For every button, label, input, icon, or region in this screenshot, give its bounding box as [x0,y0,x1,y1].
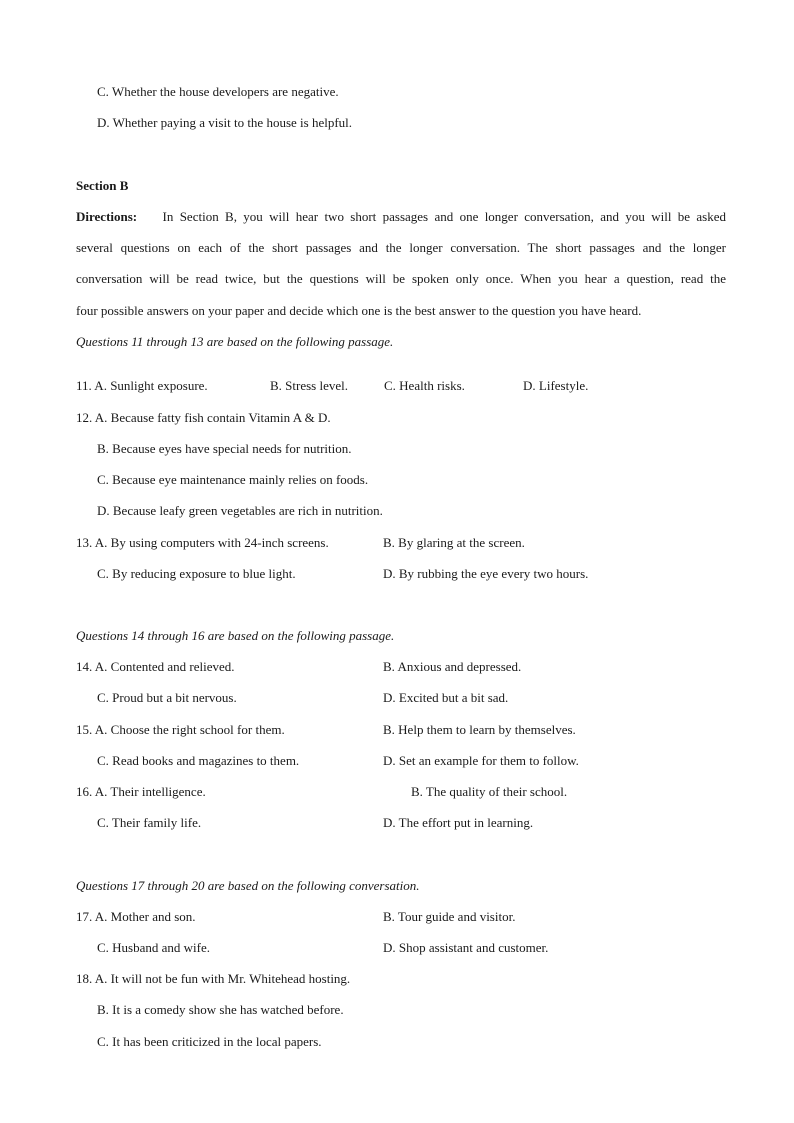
q11-option-c: C. Health risks. [384,378,465,393]
q11-option-d: D. Lifestyle. [523,378,589,393]
directions-line-3: conversation will be read twice, but the questions will be spoken only once. When you hear a question, read the [76,271,726,286]
q14-option-a: 14. A. Contented and relieved. [76,659,235,674]
q13-option-a: 13. A. By using computers with 24-inch screens. [76,535,329,550]
q18-option-c: C. It has been criticized in the local papers. [97,1034,322,1049]
q12-option-a: 12. A. Because fatty fish contain Vitamin A & D. [76,410,331,425]
q13-option-b: B. By glaring at the screen. [383,535,525,550]
directions-line-2: several questions on each of the short passages and the longer conversation. The short passages and the longer [76,240,726,255]
q11-option-a: 11. A. Sunlight exposure. [76,378,208,393]
q17-option-b: B. Tour guide and visitor. [383,909,516,924]
q12-option-d: D. Because leafy green vegetables are rich in nutrition. [97,503,383,518]
q10-option-d: D. Whether paying a visit to the house is helpful. [97,115,353,130]
q15-option-c: C. Read books and magazines to them. [97,753,300,768]
q17-option-a: 17. A. Mother and son. [76,909,196,924]
directions-line-4: four possible answers on your paper and decide which one is the best answer to the question you have heard. [76,303,642,318]
q13-option-d: D. By rubbing the eye every two hours. [383,566,589,581]
q10-option-c: C. Whether the house developers are negative. [97,84,339,99]
passage1-heading: Questions 11 through 13 are based on the following passage. [76,334,394,349]
q16-option-b: B. The quality of their school. [411,784,568,799]
q16-option-d: D. The effort put in learning. [383,815,534,830]
passage2-heading: Questions 14 through 16 are based on the following passage. [76,628,395,643]
q16-option-c: C. Their family life. [97,815,202,830]
q14-option-c: C. Proud but a bit nervous. [97,690,237,705]
directions-line-1 [76,209,726,225]
q14-option-b: B. Anxious and depressed. [383,659,522,674]
q18-option-a: 18. A. It will not be fun with Mr. Whitehead hosting. [76,971,351,986]
q17-option-d: D. Shop assistant and customer. [383,940,549,955]
q12-option-c: C. Because eye maintenance mainly relies on foods. [97,472,369,487]
q15-option-b: B. Help them to learn by themselves. [383,722,576,737]
conversation-heading: Questions 17 through 20 are based on the following conversation. [76,878,420,893]
q12-option-b: B. Because eyes have special needs for nutrition. [97,441,352,456]
q15-option-d: D. Set an example for them to follow. [383,753,579,768]
q13-option-c: C. By reducing exposure to blue light. [97,566,296,581]
q16-option-a: 16. A. Their intelligence. [76,784,206,799]
q17-option-c: C. Husband and wife. [97,940,211,955]
section-b-title: Section B [76,178,129,193]
directions-label: Directions: [76,209,138,224]
directions-text-1: In Section B, you will hear two short passages and one longer conversation, and you will be asked [162,209,727,224]
q15-option-a: 15. A. Choose the right school for them. [76,722,285,737]
q14-option-d: D. Excited but a bit sad. [383,690,509,705]
q11-option-b: B. Stress level. [270,378,348,393]
q18-option-b: B. It is a comedy show she has watched before. [97,1002,344,1017]
